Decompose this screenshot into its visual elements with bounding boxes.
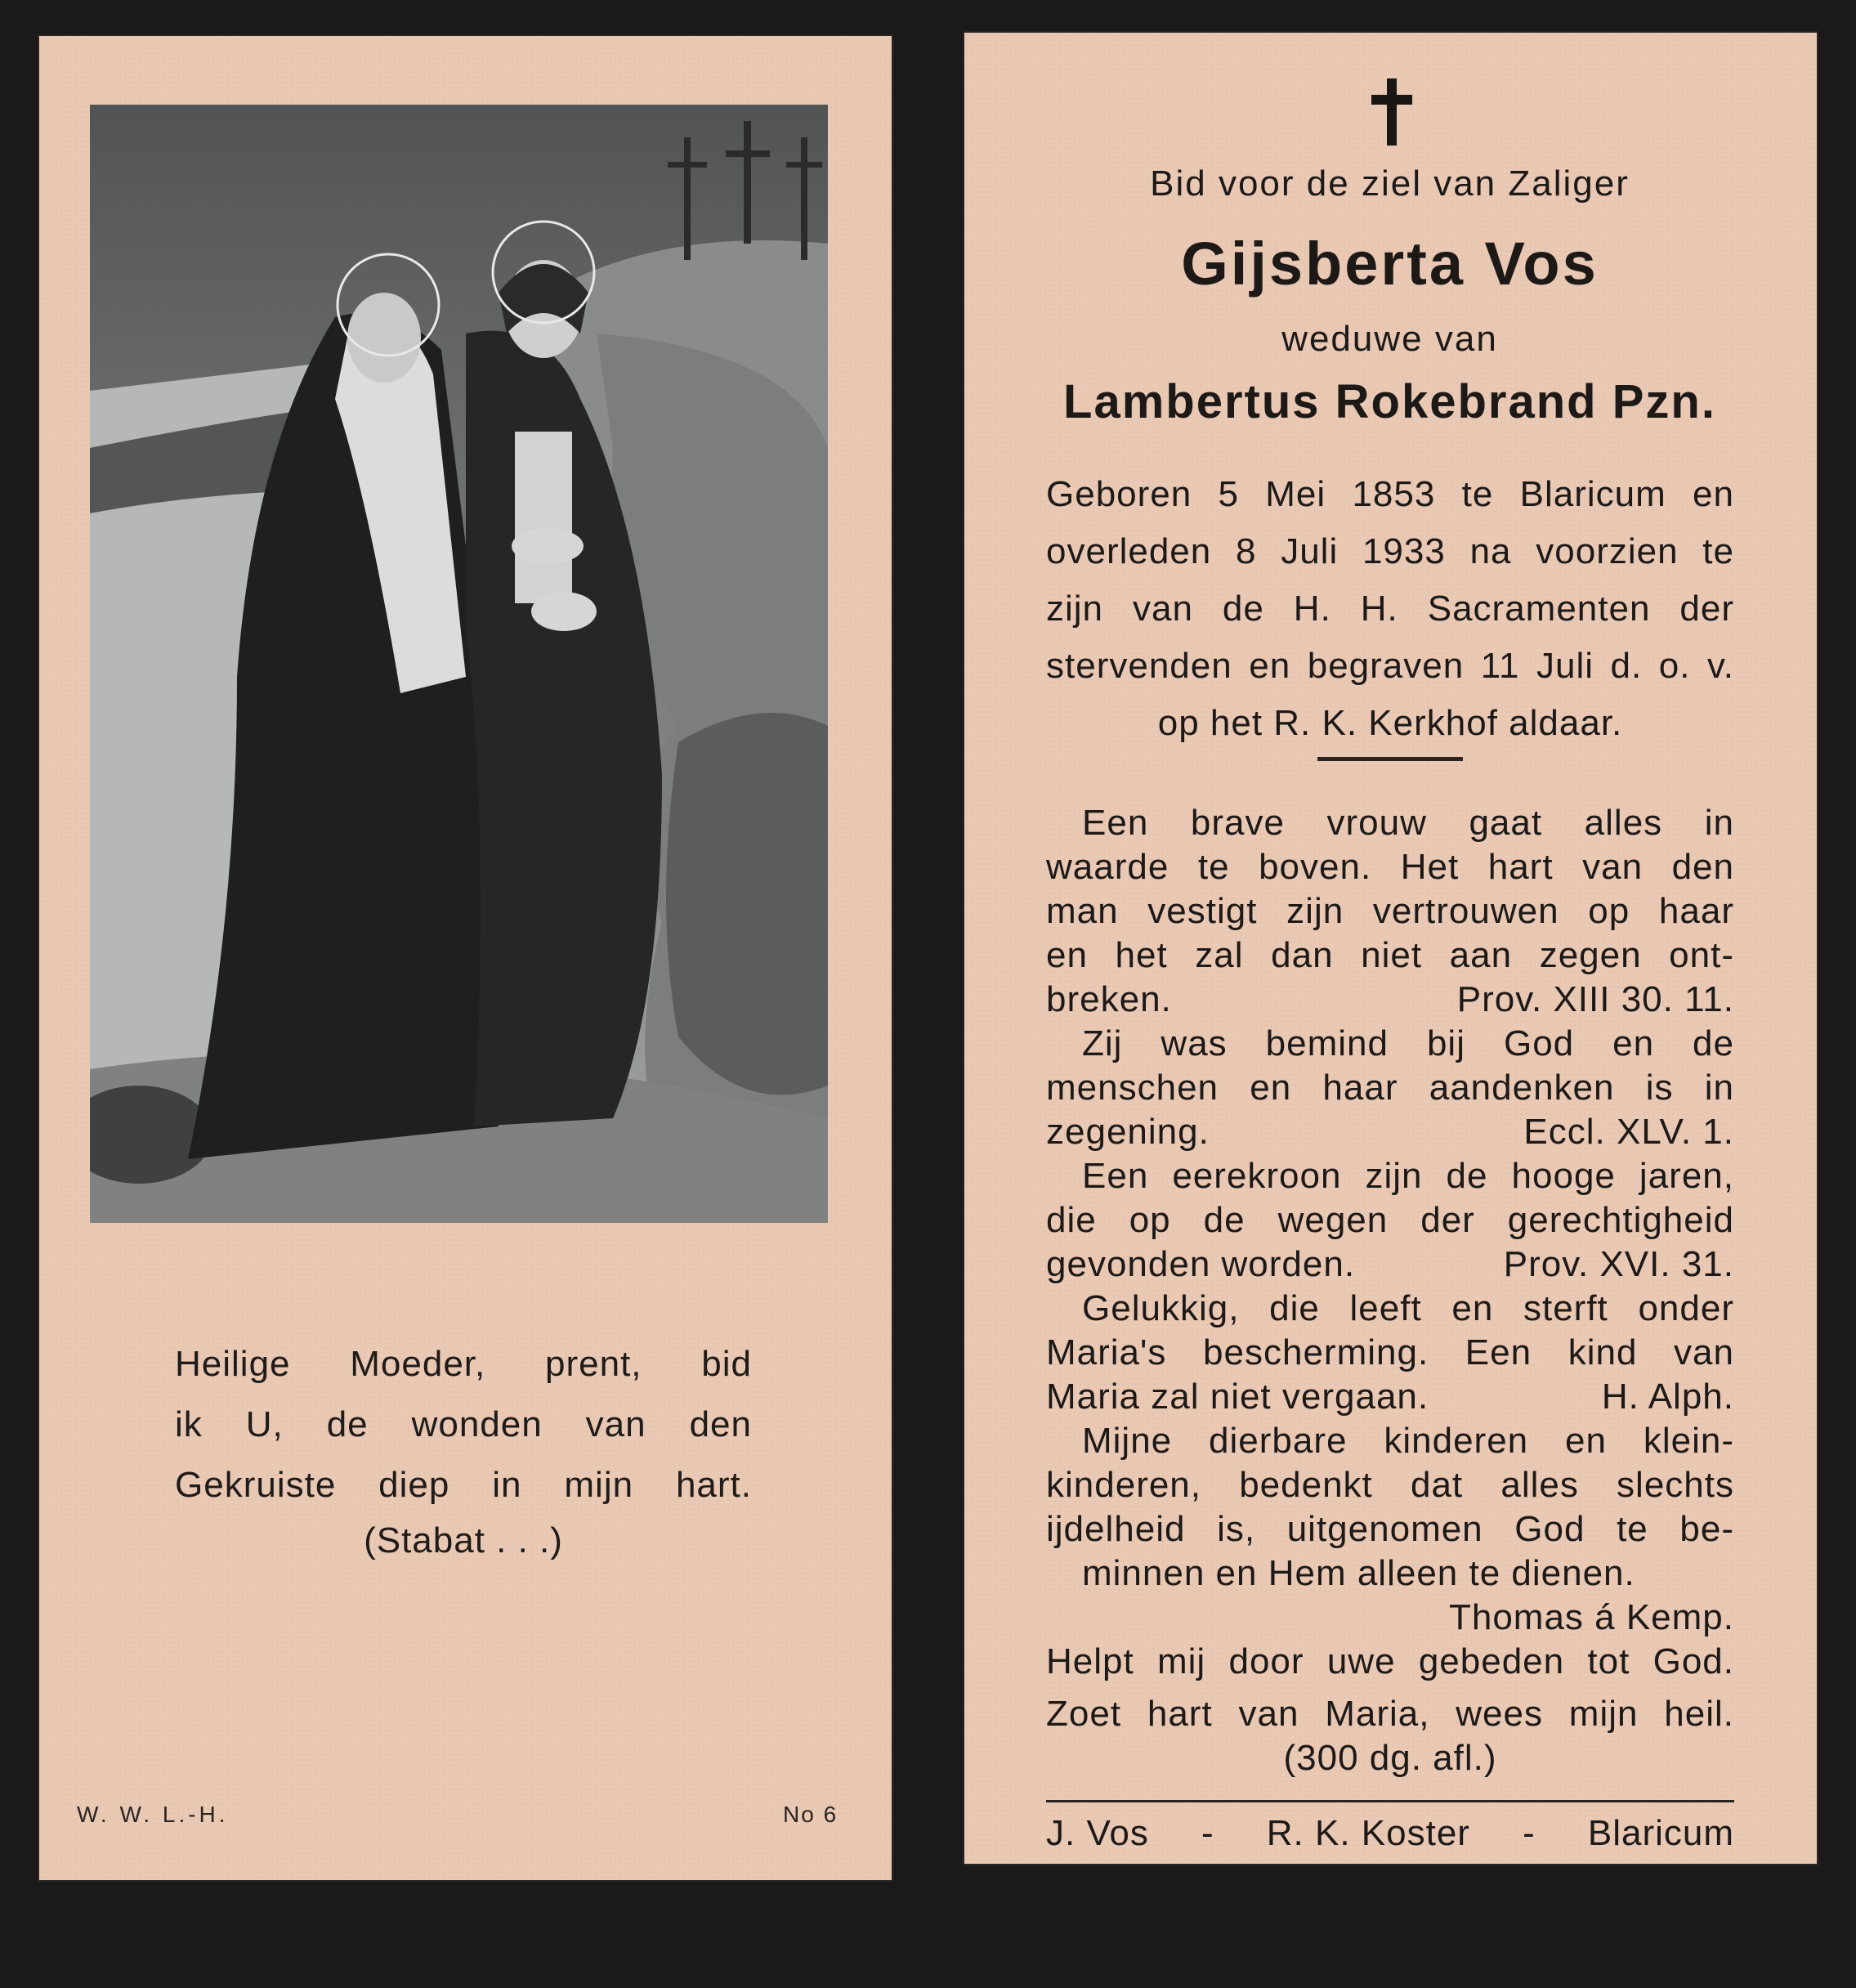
verse-text: zegening. [1046,1112,1210,1152]
verse-line: minnen en Hem alleen te dienen. [1082,1553,1635,1593]
bio-line: stervenden en begraven 11 Juli d. o. v. [1046,646,1734,686]
printer-name: J. Vos [1046,1813,1149,1853]
closing-line: Zoet hart van Maria, wees mijn heil. [1046,1694,1734,1734]
publisher-mark: W. W. L.-H. [77,1802,229,1827]
verse-text: Maria zal niet vergaan. [1046,1377,1429,1417]
indulgence-line [1046,1736,1734,1780]
widow-of-label: weduwe van [1281,319,1498,359]
verse-line: menschen en haar aandenken is in [1046,1068,1734,1108]
verse-reference-line [1046,1596,1734,1640]
printer-role: R. K. Koster [1266,1813,1470,1853]
prayer-line: Gekruiste diep in mijn hart. [175,1465,752,1505]
prayer-line: Heilige Moeder, prent, bid [175,1344,752,1384]
scripture-verses [1046,801,1734,1780]
prayer-card-front [39,36,892,1880]
verse-reference: H. Alph. [1601,1377,1734,1417]
closing-line: Helpt mij door uwe gebeden tot God. [1046,1641,1734,1681]
printer-line [1046,1813,1734,1854]
divider [1317,757,1463,761]
verse-line: die op de wegen der gerechtigheid [1046,1200,1734,1240]
verse-line: Maria's bescherming. Een kind van [1046,1332,1734,1372]
mourners-engraving [90,105,828,1223]
prayer-reference: (Stabat . . .) [364,1520,563,1560]
bio-line: Geboren 5 Mei 1853 te Blaricum en [1046,474,1734,514]
verse-line-with-reference [1046,978,1734,1022]
prayer-text [175,1334,752,1516]
verse-line: waarde te boven. Het hart van den [1046,847,1734,887]
verse-text: gevonden worden. [1046,1244,1356,1284]
prayer-line: ik U, de wonden van den [175,1404,752,1444]
verse-reference: Thomas á Kemp. [1448,1597,1734,1637]
verse-line: Zij was bemind bij God en de [1082,1023,1734,1063]
verse-line: Gelukkig, die leeft en sterft onder [1082,1288,1734,1328]
indulgence-note: (300 dg. afl.) [1283,1738,1497,1778]
card-number: No 6 [783,1802,839,1827]
prayer-card-back [964,33,1817,1864]
invocation: Bid voor de ziel van Zaliger [1150,163,1630,204]
bio-line: zijn van de H. H. Sacramenten der [1046,589,1734,629]
verse-line-with-reference [1046,1242,1734,1287]
separator: - [1523,1813,1536,1853]
verse-line: ijdelheid is, uitgenomen God te be- [1046,1509,1734,1549]
deceased-name: Gijsberta Vos [1181,230,1599,298]
verse-reference: Eccl. XLV. 1. [1523,1112,1734,1152]
verse-text: breken. [1046,979,1172,1019]
husband-name: Lambertus Rokebrand Pzn. [1063,375,1716,428]
bio-line: overleden 8 Juli 1933 na voorzien te [1046,531,1734,571]
verse-line: Een brave vrouw gaat alles in [1082,803,1734,843]
verse-line: en het zal dan niet aan zegen ont- [1046,935,1734,975]
devotional-illustration [90,105,828,1223]
cross-icon [1371,78,1412,146]
separator: - [1201,1813,1214,1853]
verse-reference: Prov. XIII 30. 11. [1456,979,1734,1019]
verse-line: kinderen, bedenkt dat alles slechts [1046,1465,1734,1505]
printer-place: Blaricum [1587,1813,1734,1853]
biography [1046,466,1734,752]
footer-divider [1046,1800,1734,1802]
verse-line: man vestigt zijn vertrouwen op haar [1046,891,1734,931]
verse-line: Een eerekroon zijn de hooge jaren, [1082,1156,1734,1196]
bio-line: op het R. K. Kerkhof aldaar. [1157,703,1623,743]
verse-line: Mijne dierbare kinderen en klein- [1082,1421,1734,1461]
verse-reference: Prov. XVI. 31. [1503,1244,1734,1284]
verse-line-with-reference [1046,1375,1734,1419]
verse-line-with-reference [1046,1110,1734,1154]
